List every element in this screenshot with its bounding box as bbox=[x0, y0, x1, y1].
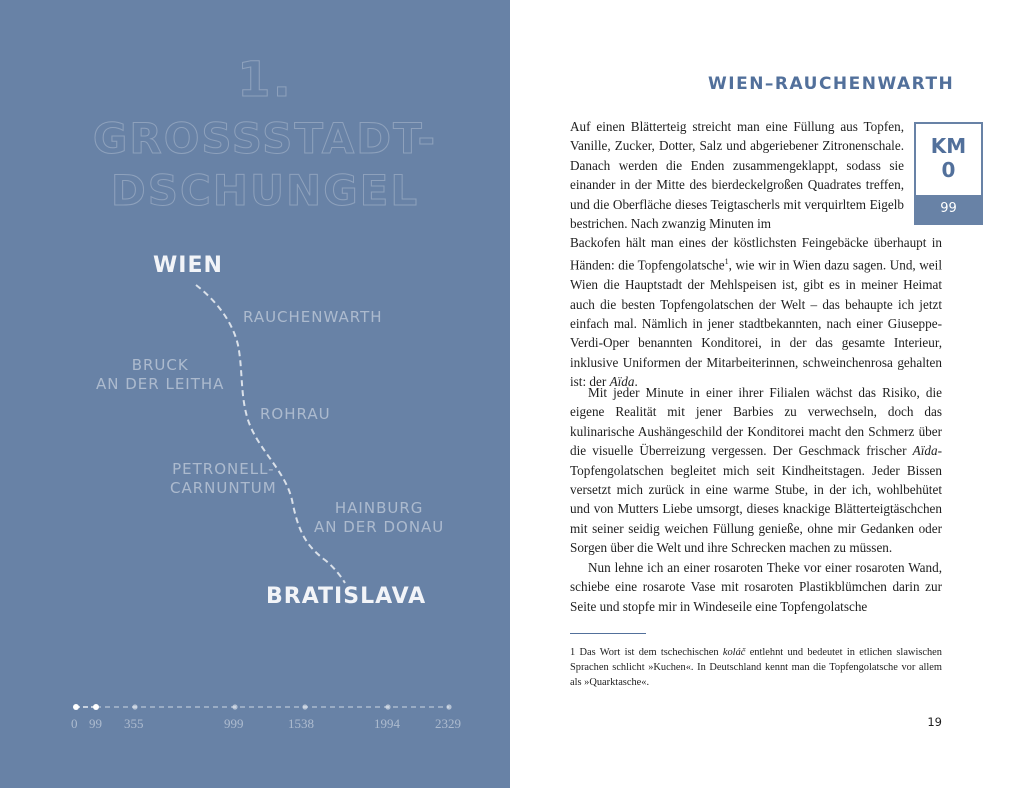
stop-rohrau: ROHRAU bbox=[260, 405, 331, 423]
page-number: 19 bbox=[927, 715, 942, 729]
scale-label-999: 999 bbox=[224, 716, 244, 731]
section-heading: WIEN–RAUCHENWARTH bbox=[708, 74, 955, 94]
footnote-rule bbox=[570, 633, 646, 634]
paragraph-1-text-b: , wie wir in Wien dazu sagen. Und, weil Wien die Hauptstadt der Mehlspeisen ist, gibt es in meiner Heimat auch die besten Topfengolatschen der Welt – das behaupte ich jetzt einfach mal. Nämlich in jener stadtbekannten, nach einer Giuseppe-Verdi-Oper benannten Konditorei, in der das gesamte Interieur, inklusive Uniformen der Mitarbeiterinnen, schweinchenrosa gehalten ist: der bbox=[570, 257, 942, 390]
scale-label-1994: 1994 bbox=[374, 716, 400, 731]
scale-label-2329: 2329 bbox=[435, 716, 461, 731]
scale-marker-99 bbox=[93, 704, 99, 710]
scale-label-0: 0 bbox=[71, 716, 78, 731]
paragraph-2-italic: Aïda bbox=[912, 443, 938, 459]
footnote-text-b: entlehnt und bedeutet in etlichen slawischen Sprachen schlicht »Kuchen«. In Deutschland kennt man die Topfengolatsche vor allem als »Quarktasche«. bbox=[570, 647, 942, 688]
paragraph-2-text-b: -Topfengolatschen begleitet mich seit Kindheitstagen. Jeder Bissen versetzt mich zurück in eine warme Stube, in der ich, wohlbehütet und von Mutters Liebe umsorgt, dieses knackige Blätterteigtäschchen mit seiner seidig weichen Füllung genieße, ohne mir Gedanken oder Sorgen über die Welt und ihre Schrecken machen zu müssen. bbox=[570, 443, 942, 556]
km-box bbox=[914, 122, 983, 225]
scale-marker-0 bbox=[73, 704, 79, 710]
paragraph-1-text-a: Backofen hält man eines der köstlichsten Feingebäcke überhaupt in Händen: die Topfengolatsche bbox=[570, 235, 942, 273]
paragraph-2 bbox=[570, 383, 942, 558]
stop-petronell-carnuntum: PETRONELL- CARNUNTUM bbox=[170, 460, 277, 497]
route-path bbox=[196, 285, 345, 583]
km-label: KM bbox=[930, 134, 967, 158]
scale-marker-355 bbox=[132, 704, 137, 709]
scale-label-99: 99 bbox=[89, 716, 102, 731]
paragraph-3: Nun lehne ich an einer rosaroten Theke vor einer rosaroten Wand, schiebe eine rosarote Vase mit rosaroten Plastikblümchen darin zur Seite und stopfe mir in Windeseile eine Topfengolatsche bbox=[570, 560, 942, 614]
paragraph-1-italic: Aïda bbox=[609, 374, 635, 390]
paragraph-1-end: . bbox=[634, 374, 638, 390]
stop-bruck-an-der-leitha: BRUCK AN DER LEITHA bbox=[96, 356, 225, 393]
stop-hainburg-an-der-donau: HAINBURG AN DER DONAU bbox=[314, 499, 445, 536]
footnote-text-a: 1 Das Wort ist dem tschechischen bbox=[570, 647, 723, 658]
distance-scale bbox=[73, 704, 452, 710]
km-remaining: 99 bbox=[916, 195, 981, 223]
paragraph-1-part-2 bbox=[570, 233, 942, 392]
scale-marker-1994 bbox=[385, 704, 390, 709]
scale-marker-999 bbox=[232, 704, 237, 709]
km-value: 0 bbox=[941, 158, 956, 182]
paragraph-1-part-1: Auf einen Blätterteig streicht man eine Füllung aus Topfen, Vanille, Zucker, Dotter, Salz und abgeriebener Zitronenschale. Danach werden die Enden zusammengeklappt, sodass sie einander in der Mitte des bierdeckelgroßen Quadrates treffen, und die Oberfläche dieses Teigtascherls mit verquirltem Eigelb bestrichen. Nach zwanzig Minuten im bbox=[570, 119, 904, 232]
scale-marker-2329 bbox=[446, 704, 451, 709]
footnote-italic: koláč bbox=[722, 647, 746, 658]
footnote-reference: 1 bbox=[724, 257, 729, 267]
chapter-title-line-1: GROSSSTADT- bbox=[92, 114, 438, 163]
chapter-title-line-2: DSCHUNGEL bbox=[110, 166, 420, 215]
scale-label-1538: 1538 bbox=[288, 716, 314, 731]
chapter-number: 1. bbox=[237, 52, 293, 108]
city-wien: WIEN bbox=[153, 253, 223, 278]
scale-label-355: 355 bbox=[124, 716, 144, 731]
paragraph-2-text-a: Mit jeder Minute in einer ihrer Filialen wächst das Risiko, die eigene Realität mit jener Barbies zu verwechseln, doch das kulinarische Aushängeschild der Konditorei macht den Schmerz über die visuelle Überreizung vergessen. Der Geschmack frischer bbox=[570, 385, 942, 459]
city-bratislava: BRATISLAVA bbox=[266, 584, 427, 609]
stop-rauchenwarth: RAUCHENWARTH bbox=[243, 308, 383, 326]
scale-marker-1538 bbox=[302, 704, 307, 709]
footnote bbox=[570, 645, 942, 690]
